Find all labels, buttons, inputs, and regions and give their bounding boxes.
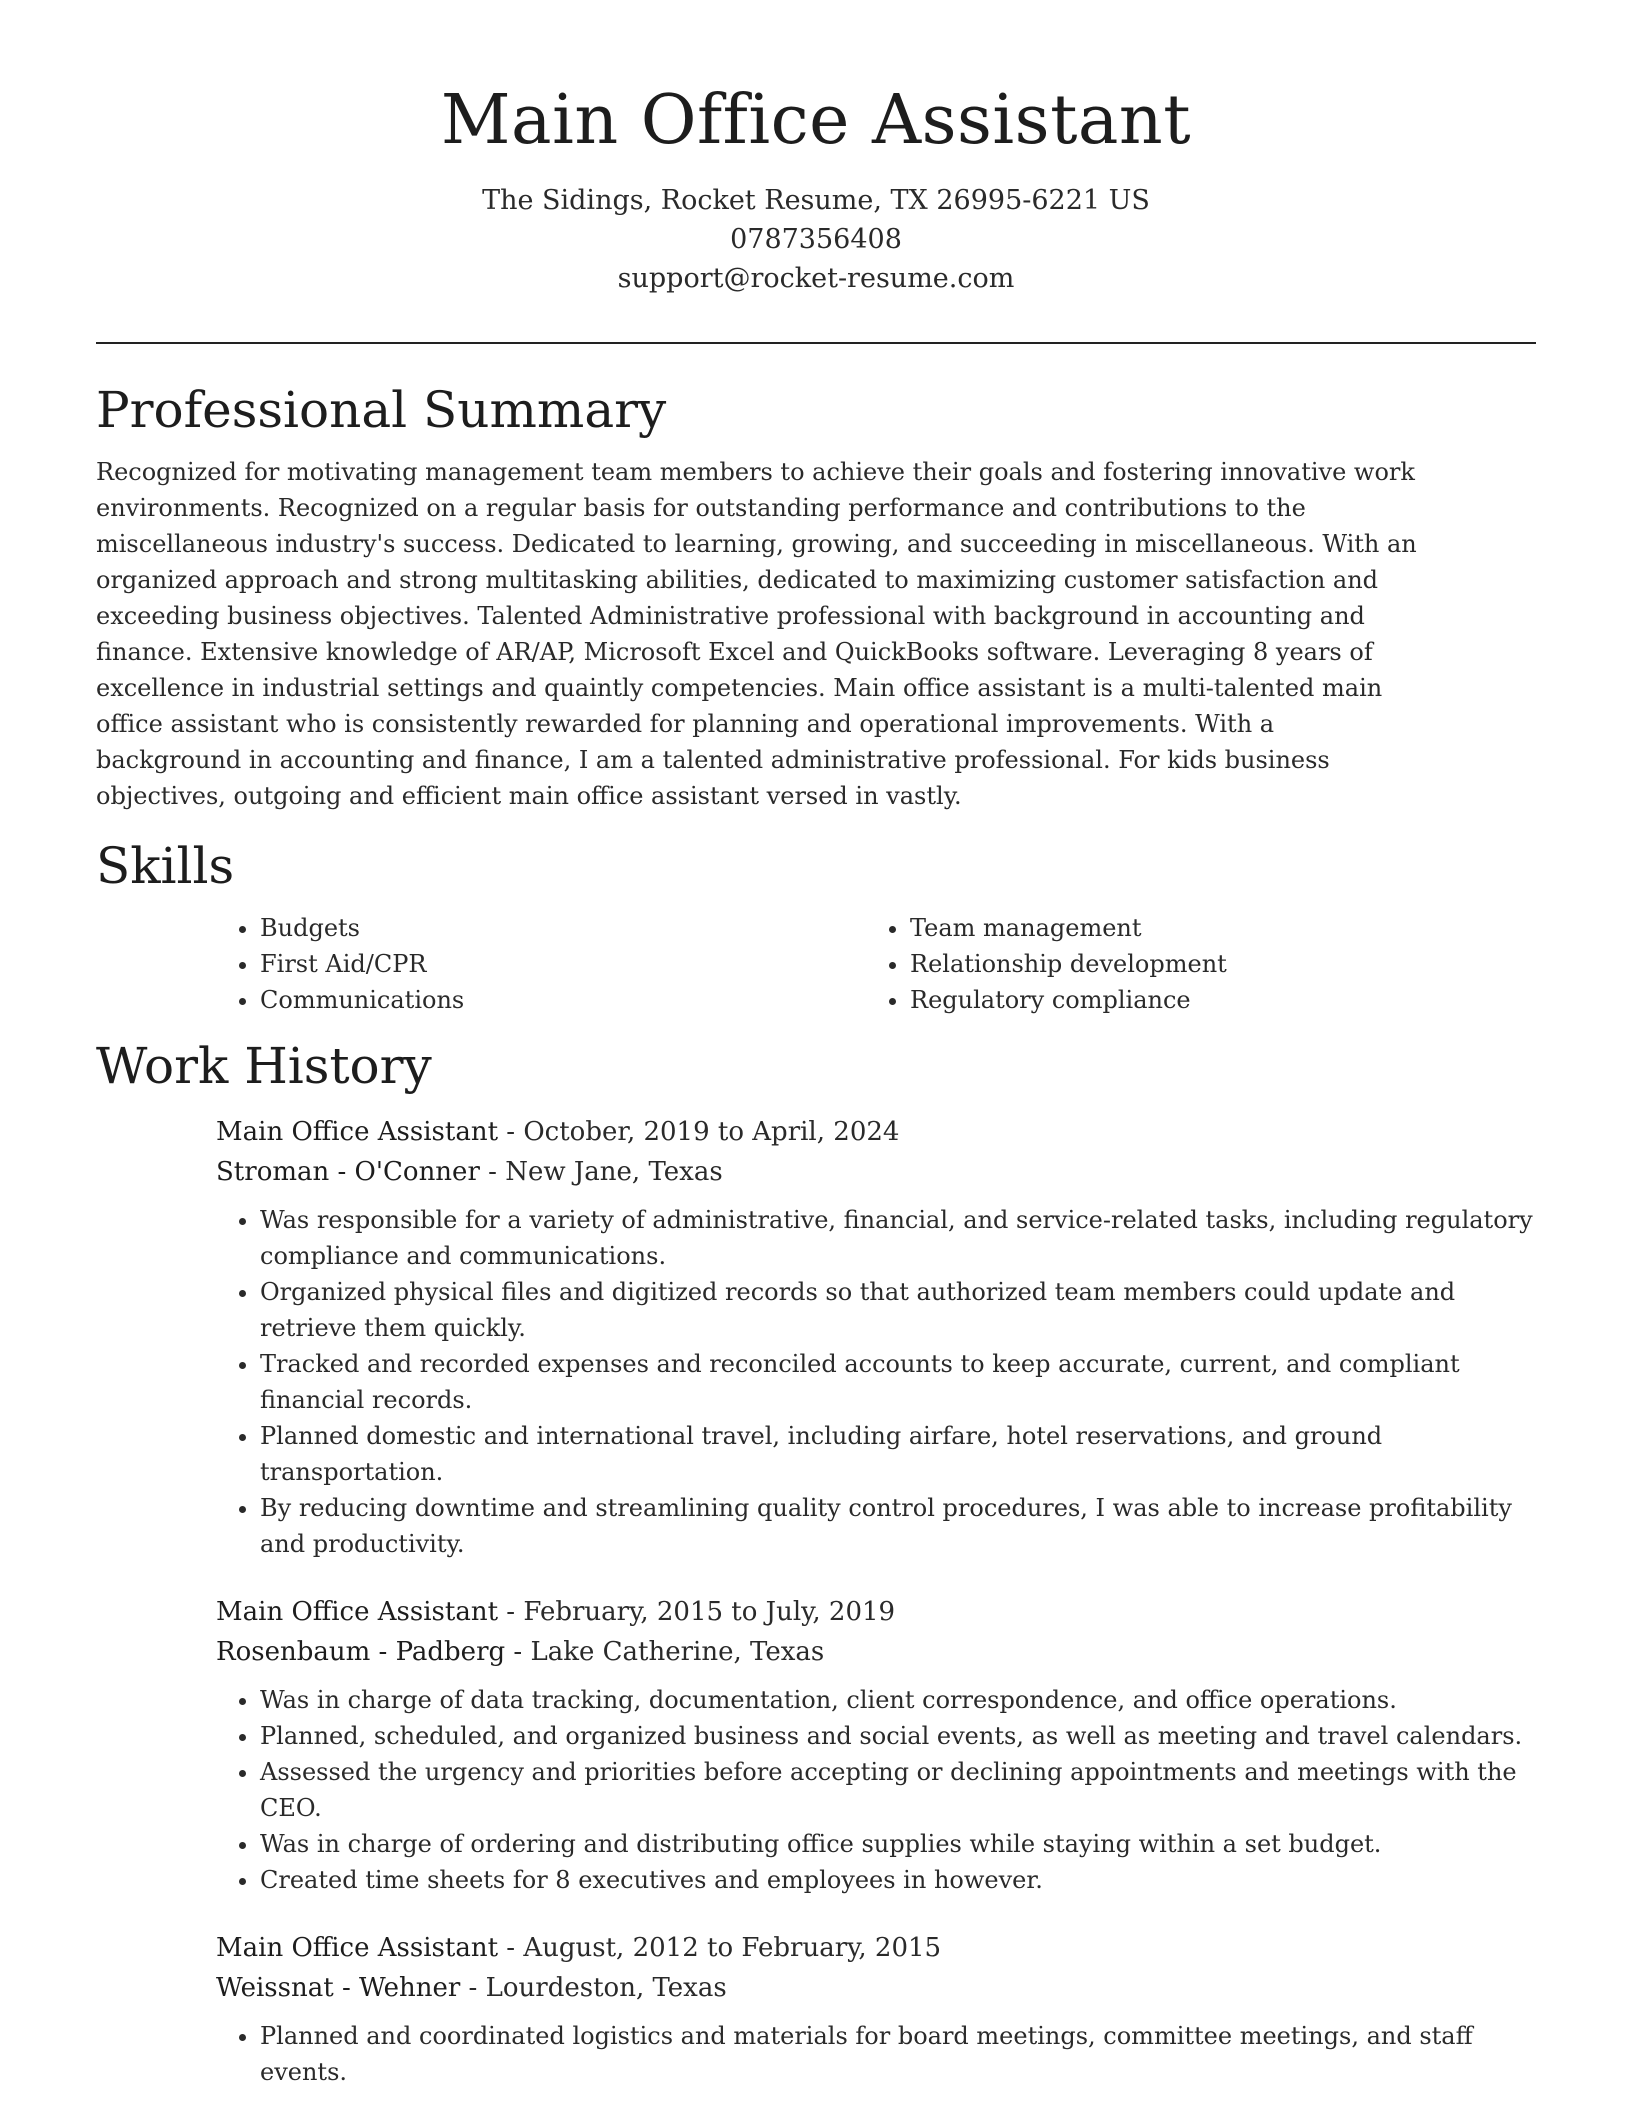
job-company: Weissnat - Wehner [216, 1973, 461, 2003]
skill-item: • Budgets [260, 910, 866, 946]
job-bullet: • Was responsible for a variety of administrative, financial, and service-related tasks, including regulatory compliance and communications. [260, 1202, 1538, 1274]
work-history-section [96, 1036, 1536, 2090]
skills-heading: Skills [96, 837, 235, 895]
job-company: Rosenbaum - Padberg [216, 1637, 506, 1667]
job-bullets [216, 2018, 1538, 2090]
job-bullet: • Tracked and recorded expenses and reconciled accounts to keep accurate, current, and compliant financial records. [260, 1346, 1538, 1418]
job-bullet: • Planned, scheduled, and organized business and social events, as well as meeting and travel calendars. [260, 1718, 1538, 1754]
job-title-line: Main Office Assistant - February, 2015 to July, 2019 [216, 1597, 896, 1627]
job-dates: February, 2015 to July, 2019 [523, 1597, 896, 1627]
address: The Sidings, Rocket Resume, TX 26995-6221 US [482, 184, 1150, 216]
email: support@rocket-resume.com [617, 262, 1015, 294]
contact-info [0, 181, 1632, 298]
header-divider [96, 342, 1536, 344]
summary-text: Recognized for motivating management team members to achieve their goals and fostering innovative work environments. Recognized on a regular basis for outstanding performance and contributions to the miscellaneous industry's success. Dedicated to learning, growing, and succeeding in miscellaneous. With an organized approach and strong multitasking abilities, dedicated to maximizing customer satisfaction and exceeding business objectives. Talented Administrative professional with background in accounting and finance. Extensive knowledge of AR/AP, Microsoft Excel and QuickBooks software. Leveraging 8 years of excellence in industrial settings and quaintly competencies. Main office assistant is a multi-talented main office assistant who is consistently rewarded for planning and operational improvements. With a background in accounting and finance, I am a talented administrative professional. For kids business objectives, outgoing and efficient main office assistant versed in vastly. [96, 458, 1417, 810]
job-location: New Jane, Texas [505, 1157, 723, 1187]
job-title-line: Main Office Assistant - October, 2019 to April, 2024 [216, 1117, 900, 1147]
skills-column-left [216, 910, 866, 1018]
job-location: Lourdeston, Texas [485, 1973, 727, 2003]
job-dates: October, 2019 to April, 2024 [523, 1117, 900, 1147]
skill-item: • Communications [260, 982, 866, 1018]
job-bullet: • By reducing downtime and streamlining quality control procedures, I was able to increase profitability and productivity. [260, 1490, 1538, 1562]
job-location: Lake Catherine, Texas [530, 1637, 825, 1667]
job-company-line: Rosenbaum - Padberg - Lake Catherine, Texas [216, 1637, 825, 1667]
job-bullet: • Was in charge of data tracking, documentation, client correspondence, and office operations. [260, 1682, 1538, 1718]
job-dates: August, 2012 to February, 2015 [523, 1933, 942, 1963]
resume-header [0, 0, 1632, 298]
job-company: Stroman - O'Conner [216, 1157, 480, 1187]
skills-grid [216, 910, 1538, 1018]
phone: 0787356408 [730, 223, 902, 255]
job-bullet: • Planned domestic and international travel, including airfare, hotel reservations, and ground transportation. [260, 1418, 1538, 1490]
job-title-line: Main Office Assistant - August, 2012 to February, 2015 [216, 1933, 942, 1963]
job-role: Main Office Assistant [216, 1597, 499, 1627]
summary-heading: Professional Summary [96, 381, 667, 439]
skills-list-right [866, 910, 1516, 1018]
job-company-line: Stroman - O'Conner - New Jane, Texas [216, 1157, 723, 1187]
job-role: Main Office Assistant [216, 1117, 499, 1147]
job-role: Main Office Assistant [216, 1933, 499, 1963]
job-bullets [216, 1682, 1538, 1898]
job-entry [216, 1112, 1538, 1562]
job-company-line: Weissnat - Wehner - Lourdeston, Texas [216, 1973, 727, 2003]
resume-body [96, 380, 1536, 2090]
job-bullet: • Assessed the urgency and priorities before accepting or declining appointments and meetings with the CEO. [260, 1754, 1538, 1826]
job-entry [216, 1592, 1538, 1898]
job-bullets [216, 1202, 1538, 1562]
skills-list-left [216, 910, 866, 1018]
skills-column-right [866, 910, 1516, 1018]
skill-item: • First Aid/CPR [260, 946, 866, 982]
skill-item: • Regulatory compliance [910, 982, 1516, 1018]
skills-section [96, 836, 1536, 1018]
job-entry [216, 1928, 1538, 2090]
skill-item: • Team management [910, 910, 1516, 946]
summary-section [96, 380, 1536, 814]
candidate-name: Main Office Assistant [440, 81, 1192, 160]
skill-item: • Relationship development [910, 946, 1516, 982]
work-history-heading: Work History [96, 1037, 432, 1095]
job-bullet: • Created time sheets for 8 executives and employees in however. [260, 1862, 1538, 1898]
job-bullet: • Was in charge of ordering and distributing office supplies while staying within a set budget. [260, 1826, 1538, 1862]
job-bullet: • Organized physical files and digitized records so that authorized team members could update and retrieve them quickly. [260, 1274, 1538, 1346]
job-bullet: • Planned and coordinated logistics and materials for board meetings, committee meetings, and staff events. [260, 2018, 1538, 2090]
